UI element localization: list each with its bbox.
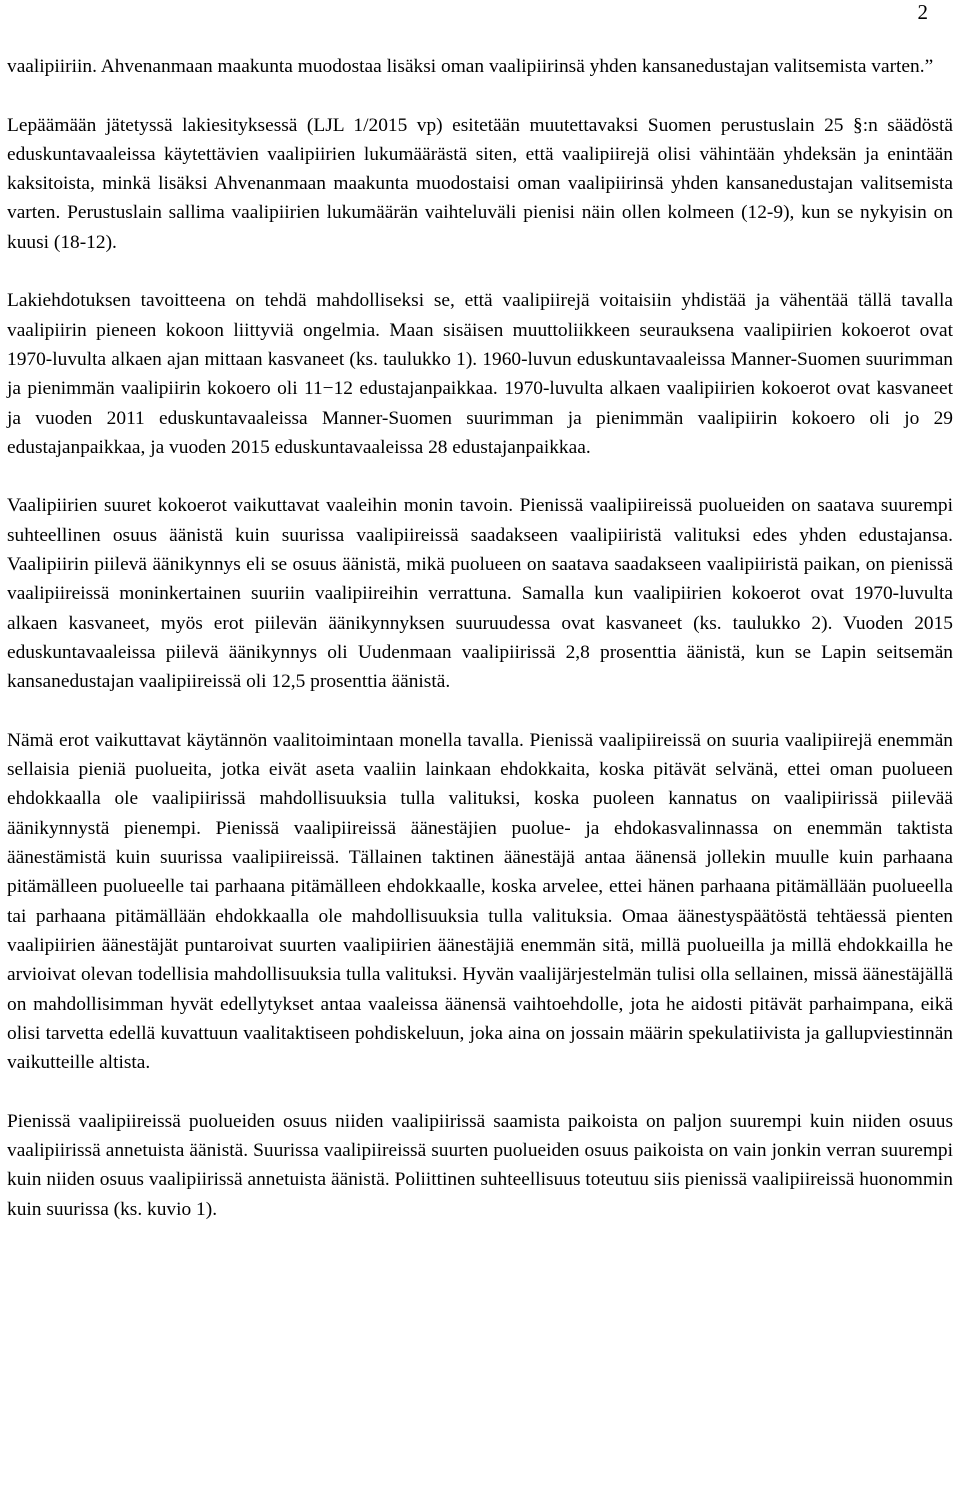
page-number: 2 <box>917 0 928 24</box>
document-body <box>7 52 953 1224</box>
paragraph-6: Pienissä vaalipiireissä puolueiden osuus niiden vaalipiirissä saamista paikoista on paljon suurempi kuin niiden osuus vaalipiirissä annetuista äänistä. Suurissa vaalipiireissä suurten puolueiden osuus paikoista on vain jonkin verran suurempi kuin niiden osuus vaalipiirissä annetuista äänistä. Poliittinen suhteellisuus toteutuu siis pienissä vaalipiireissä huonommin kuin suurissa (ks. kuvio 1). <box>7 1110 953 1220</box>
paragraph-1: vaalipiiriin. Ahvenanmaan maakunta muodostaa lisäksi oman vaalipiirinsä yhden kansanedustajan valitsemista varten.” <box>7 56 934 77</box>
paragraph-4: Vaalipiirien suuret kokoerot vaikuttavat vaaleihin monin tavoin. Pienissä vaalipiireissä puolueiden on saatava suurempi suhteellinen osuus äänistä kuin suurissa vaalipiireissä saadakseen vaalipiiristä valituksi edes yhden edustajansa. Vaalipiirin piilevä äänikynnys eli se osuus äänistä, mikä puolueen on saatava saadakseen vaalipiiristä paikan, on pienissä vaalipiireissä moninkertainen suuriin vaalipiireihin verrattuna. Samalla kun vaalipiirien kokoerot ovat 1970-luvulta alkaen kasvaneet, myös erot piilevän äänikynnyksen suuruudessa ovat kasvaneet (ks. taulukko 2). Vuoden 2015 eduskuntavaaleissa piilevä äänikynnys oli Uudenmaan vaalipiirissä 2,8 prosenttia äänistä, kun se Lapin seitsemän kansanedustajan vaalipiireissä oli 12,5 prosenttia äänistä. <box>7 495 953 693</box>
paragraph-2: Lepäämään jätetyssä lakiesityksessä (LJL 1/2015 vp) esitetään muutettavaksi Suomen perustuslain 25 §:n säädöstä eduskuntavaaleissa käytettävien vaalipiirien lukumäärästä siten, että vaalipiirejä olisi vähintään yhdeksän ja enintään kaksitoista, minkä lisäksi Ahvenanmaan maakunta muodostaisi oman vaalipiirinsä yhden kansanedustajan valitsemista varten. Perustuslain sallima vaalipiirien lukumäärän vaihteluväli pienisi näin ollen kolmeen (12-9), kun se nykyisin on kuusi (18-12). <box>7 114 953 253</box>
paragraph-5: Nämä erot vaikuttavat käytännön vaalitoimintaan monella tavalla. Pienissä vaalipiireissä on suuria vaalipiirejä enemmän sellaisia pieniä puolueita, jotka eivät aseta vaaliin lainkaan ehdokkaita, koska pitävät selvänä, ettei oman puolueen ehdokkaalla ole vaalipiirissä mahdollisuuksia tulla valituksi, koska puoleen kannatus on vaalipiirissä piilevää äänikynnystä pienempi. Pienissä vaalipiireissä äänestäjien puolue- ja ehdokasvalinnassa on enemmän taktista äänestämistä kuin suurissa vaalipiireissä. Tällainen taktinen äänestäjä antaa äänensä jollekin muulle kuin parhaana pitämälleen puolueelle tai parhaana pitämälleen ehdokkaalle, koska arvelee, ettei hänen parhaana pitämällään puolueella tai parhaana pitämällään ehdokkaalla ole mahdollisuuksia tulla valituksia. Omaa äänestyspäätöstä tehtäessä pienten vaalipiirien äänestäjät puntaroivat suurten vaalipiirien äänestäjiä enemmän sitä, millä puolueilla ja millä ehdokkailla he arvioivat olevan todellisia mahdollisuuksia tulla valituksi. Hyvän vaalijärjestelmän tulisi olla sellainen, missä äänestäjällä on mahdollisimman hyvät edellytykset antaa vaaleissa äänensä vaihtoehdolle, jota he aidosti pitävät parhaimpana, eikä olisi tarvetta edellä kuvattuun vaalitaktiseen pohdiskeluun, joka aina on jossain määrin spekulatiivista ja gallupviestinnän vaikutteille altista. <box>7 729 953 1074</box>
paragraph-3: Lakiehdotuksen tavoitteena on tehdä mahdolliseksi se, että vaalipiirejä voitaisiin yhdistää ja vähentää tällä tavalla vaalipiirin pieneen kokoon liittyviä ongelmia. Maan sisäisen muuttoliikkeen seurauksena vaalipiirien kokoerot ovat 1970-luvulta alkaen ajan mittaan kasvaneet (ks. taulukko 1). 1960-luvun eduskuntavaaleissa Manner-Suomen suurimman ja pienimmän vaalipiirin kokoero oli 11−12 edustajanpaikkaa. 1970-luvulta alkaen vaalipiirien kokoerot ovat kasvaneet ja vuoden 2011 eduskuntavaaleissa Manner-Suomen suurimman ja pienimmän vaalipiirin kokoero oli jo 29 edustajanpaikkaa, ja vuoden 2015 eduskuntavaaleissa 28 edustajanpaikkaa. <box>7 290 953 458</box>
